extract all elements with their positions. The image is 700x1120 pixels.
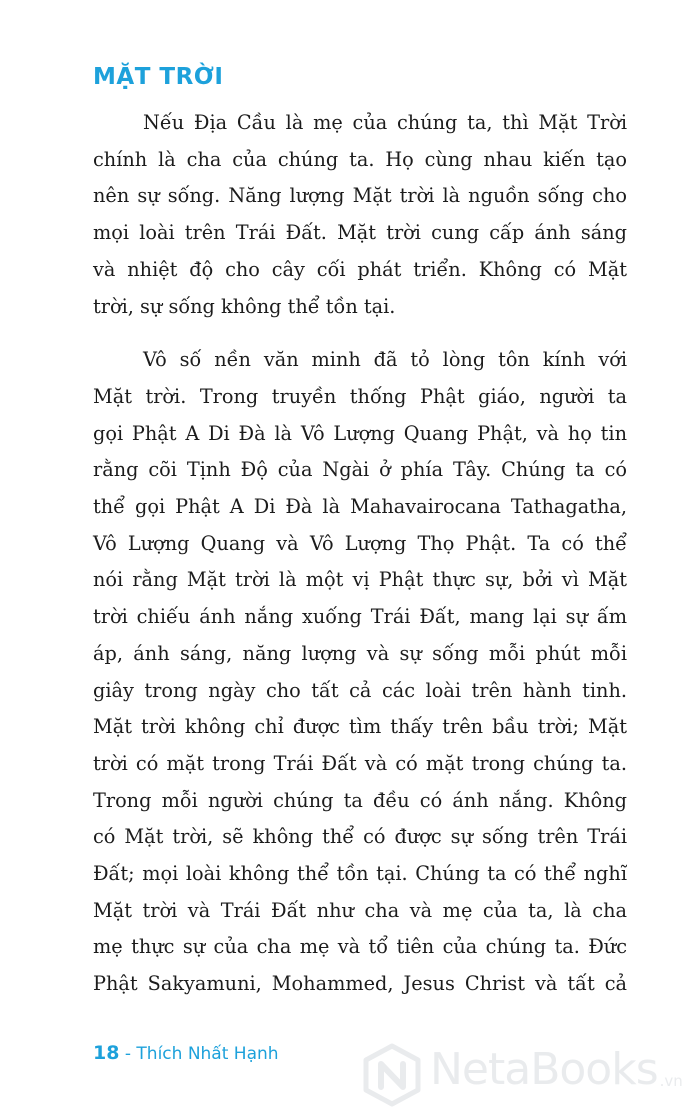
watermark-brand: NetaBooks .vn	[430, 1043, 683, 1095]
watermark	[362, 1042, 692, 1108]
text-line: nói rằng Mặt trời là một vị Phật thực sự, bởi vì Mặt	[93, 568, 627, 592]
page-footer	[93, 1040, 279, 1067]
text-line: thể gọi Phật A Di Đà là Mahavairocana Tathagatha,	[93, 495, 627, 519]
text-line: Mặt trời. Trong truyền thống Phật giáo, người ta	[93, 384, 627, 408]
text-line: trời có mặt trong Trái Đất và có mặt trong chúng ta.	[93, 751, 627, 775]
footer-author: Thích Nhất Hạnh	[136, 1044, 279, 1064]
footer-separator: -	[124, 1044, 131, 1064]
text-line: Nếu Địa Cầu là mẹ của chúng ta, thì Mặt Trời	[143, 111, 627, 134]
text-line: trời, sự sống không thể tồn tại.	[93, 294, 396, 318]
text-line: áp, ánh sáng, năng lượng và sự sống mỗi phút mỗi	[93, 641, 627, 665]
text-line: và nhiệt độ cho cây cối phát triển. Không có Mặt	[93, 257, 627, 281]
text-line: rằng cõi Tịnh Độ của Ngài ở phía Tây. Chúng ta có	[93, 458, 627, 482]
text-line: Mặt trời và Trái Đất như cha và mẹ của ta, là cha	[93, 898, 627, 922]
paragraph-2	[93, 342, 627, 1003]
page-number: 18	[93, 1042, 120, 1064]
text-line: mọi loài trên Trái Đất. Mặt trời cung cấp ánh sáng	[93, 221, 627, 245]
netabooks-n-logo-icon	[362, 1043, 422, 1107]
text-line: Trong mỗi người chúng ta đều có ánh nắng. Không	[93, 788, 627, 812]
text-line: Vô số nền văn minh đã tỏ lòng tôn kính với	[143, 348, 627, 372]
text-line: Vô Lượng Quang và Vô Lượng Thọ Phật. Ta có thể	[93, 531, 627, 555]
text-line: nên sự sống. Năng lượng Mặt trời là nguồn sống cho	[93, 184, 627, 208]
text-line: Phật Sakyamuni, Mohammed, Jesus Christ và tất cả	[93, 972, 627, 996]
body-text	[93, 105, 627, 1003]
text-line: có Mặt trời, sẽ không thể có được sự sống trên Trái	[93, 825, 627, 849]
text-line: gọi Phật A Di Đà là Vô Lượng Quang Phật, và họ tin	[93, 421, 627, 445]
text-line: trời chiếu ánh nắng xuống Trái Đất, mang lại sự ấm	[93, 605, 627, 629]
text-line: Đất; mọi loài không thể tồn tại. Chúng ta có thể nghĩ	[93, 862, 627, 886]
text-line: chính là cha của chúng ta. Họ cùng nhau kiến tạo	[93, 147, 627, 171]
text-line: mẹ thực sự của cha mẹ và tổ tiên của chúng ta. Đức	[93, 935, 627, 959]
chapter-title: MẶT TRỜI	[93, 64, 224, 90]
watermark-suffix: .vn	[659, 1071, 683, 1090]
paragraph-1	[93, 105, 627, 325]
text-line: giây trong ngày cho tất cả các loài trên hành tinh.	[93, 678, 627, 702]
text-line: Mặt trời không chỉ được tìm thấy trên bầu trời; Mặt	[93, 715, 627, 739]
